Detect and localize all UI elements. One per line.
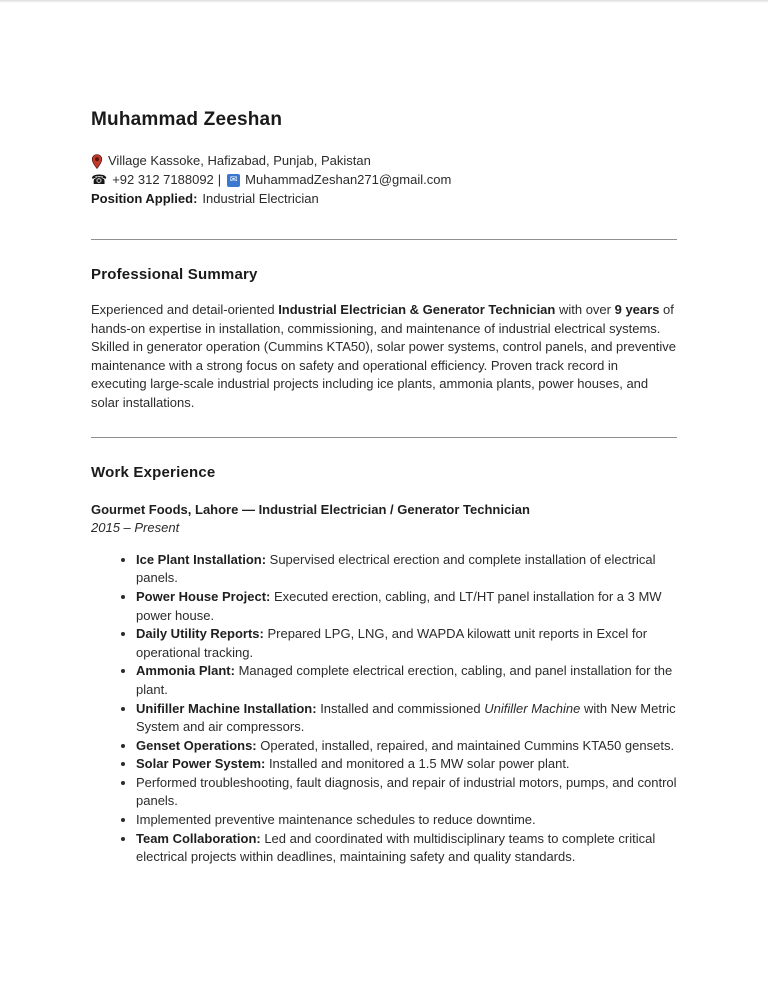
experience-bullet: • Unifiller Machine Installation: Installed and commissioned Unifiller Machine with New Metric System and air compressors.	[136, 700, 677, 737]
experience-bullet: • Power House Project: Executed erection, cabling, and LT/HT panel installation for a 3 MW power house.	[136, 588, 677, 625]
experience-bullet: • Implemented preventive maintenance schedules to reduce downtime.	[136, 811, 677, 830]
experience-bullet: • Ammonia Plant: Managed complete electrical erection, cabling, and panel installation for the plant.	[136, 662, 677, 699]
location-text: Village Kassoke, Hafizabad, Punjab, Pakistan	[108, 153, 371, 169]
job-title: Gourmet Foods, Lahore — Industrial Electrician / Generator Technician	[91, 501, 530, 517]
contact-phone-email-line	[91, 171, 677, 190]
position-value: Industrial Electrician	[202, 191, 319, 207]
envelope-glyph: ✉	[229, 175, 238, 185]
experience-bullet: • Solar Power System: Installed and monitored a 1.5 MW solar power plant.	[136, 755, 677, 774]
divider-middle	[91, 437, 677, 438]
email-text: MuhammadZeshan271@gmail.com	[245, 172, 452, 188]
experience-bullet: • Team Collaboration: Led and coordinated with multidisciplinary teams to complete critical electrical projects within deadlines, maintaining safety and quality standards.	[136, 830, 677, 867]
divider-top	[91, 239, 677, 240]
experience-heading: Work Experience	[91, 463, 216, 481]
summary-paragraph: Experienced and detail-oriented Industrial Electrician & Generator Technician with over 9 years of hands-on expertise in installation, commissioning, and maintenance of industrial electrical systems. Skilled in generator operation (Cummins KTA50), solar power systems, control panels, and preventive maintenance with a strong focus on safety and operational efficiency. Proven track record in executing large-scale industrial projects including ice plants, ammonia plants, power houses, and solar installations.	[91, 302, 677, 410]
experience-bullet: • Ice Plant Installation: Supervised electrical erection and complete installation of electrical panels.	[136, 551, 677, 588]
candidate-name: Muhammad Zeeshan	[91, 109, 283, 130]
email-icon	[227, 174, 240, 187]
phone-text: +92 312 7188092	[112, 172, 214, 188]
position-applied-line	[91, 190, 677, 209]
experience-bullet-list	[91, 551, 677, 867]
experience-bullet: • Genset Operations: Operated, installed, repaired, and maintained Cummins KTA50 gensets.	[136, 737, 677, 756]
contact-block	[91, 152, 677, 209]
summary-heading: Professional Summary	[91, 266, 258, 283]
contact-separator: |	[217, 172, 222, 188]
location-icon	[91, 154, 103, 169]
experience-bullet: • Performed troubleshooting, fault diagnosis, and repair of industrial motors, pumps, and control panels.	[136, 774, 677, 811]
phone-icon: ☎	[91, 173, 108, 188]
position-label: Position Applied:	[91, 191, 198, 207]
job-date-range: 2015 – Present	[91, 520, 180, 536]
experience-bullet: • Daily Utility Reports: Prepared LPG, LNG, and WAPDA kilowatt unit reports in Excel for operational tracking.	[136, 625, 677, 662]
contact-location-line	[91, 152, 677, 171]
